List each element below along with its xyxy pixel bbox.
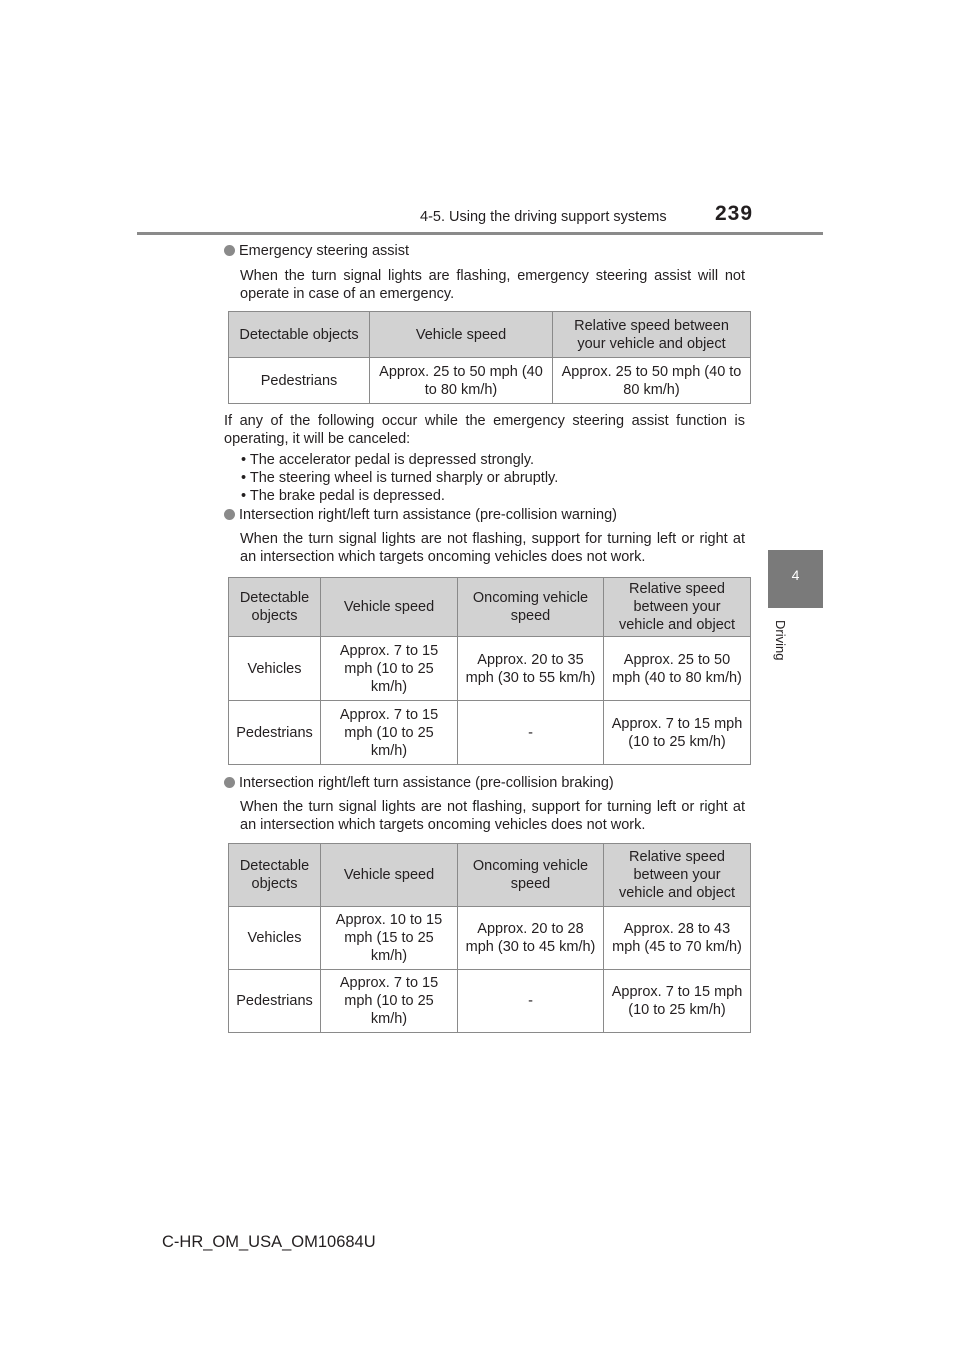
table-cell: Approx. 28 to 43 mph (45 to 70 km/h) (604, 907, 751, 970)
chapter-tab (768, 550, 823, 608)
table-header-cell: Relative speed between your vehicle and object (604, 844, 751, 907)
chapter-label: Driving (773, 620, 788, 661)
table-cell: Approx. 7 to 15 mph (10 to 25 km/h) (604, 970, 751, 1033)
table-header-cell: Relative speed between your vehicle and object (553, 312, 751, 358)
table-cell: Approx. 10 to 15 mph (15 to 25 km/h) (321, 907, 458, 970)
section2-description: When the turn signal lights are not flashing, support for turning left or right at an intersection which targets oncoming vehicles does not work. (240, 531, 745, 565)
section1-description: When the turn signal lights are flashing, emergency steering assist will not operate in case of an emergency. (240, 268, 745, 302)
table-header-row (229, 844, 751, 907)
bullet-heading-text: Intersection right/left turn assistance (pre-collision braking) (239, 775, 614, 791)
cancel-condition-item: • The steering wheel is turned sharply or abruptly. (241, 470, 559, 486)
emergency-steering-table (228, 311, 751, 404)
table-header-cell: Relative speed between your vehicle and object (604, 578, 751, 637)
table-row (229, 970, 751, 1033)
table-row (229, 637, 751, 701)
table-row (229, 701, 751, 765)
table-cell: Pedestrians (229, 970, 321, 1033)
table-cell: Approx. 20 to 28 mph (30 to 45 km/h) (458, 907, 604, 970)
bullet-dot-icon (224, 509, 235, 520)
table-header-cell: Detectable objects (229, 844, 321, 907)
table-header-row (229, 578, 751, 637)
table-cell: Approx. 25 to 50 mph (40 to 80 km/h) (604, 637, 751, 701)
table-cell: Pedestrians (229, 701, 321, 765)
bullet-heading-pre-collision-braking (224, 775, 614, 791)
table-cell: Approx. 7 to 15 mph (10 to 25 km/h) (321, 637, 458, 701)
cancel-condition-item: • The accelerator pedal is depressed strongly. (241, 452, 535, 468)
table-header-cell: Detectable objects (229, 578, 321, 637)
bullet-heading-pre-collision-warning (224, 507, 617, 523)
table-cell: - (458, 970, 604, 1033)
pre-collision-warning-table (228, 577, 751, 765)
table-cell: Approx. 25 to 50 mph (40 to 80 km/h) (553, 358, 751, 404)
table-header-cell: Oncoming vehicle speed (458, 844, 604, 907)
bullet-heading-emergency-steering (224, 243, 409, 259)
bullet-dot-icon (224, 245, 235, 256)
header-divider (137, 232, 823, 235)
cancel-conditions-intro: If any of the following occur while the emergency steering assist function is operating, it will be canceled: (224, 413, 745, 447)
table-header-cell: Oncoming vehicle speed (458, 578, 604, 637)
table-row (229, 358, 751, 404)
table-cell: Approx. 7 to 15 mph (10 to 25 km/h) (321, 970, 458, 1033)
pre-collision-braking-table (228, 843, 751, 1033)
document-code-footer: C-HR_OM_USA_OM10684U (162, 1233, 376, 1251)
header-section-title: 4-5. Using the driving support systems (420, 209, 667, 225)
table-header-cell: Vehicle speed (321, 844, 458, 907)
table-cell: Vehicles (229, 907, 321, 970)
bullet-heading-text: Emergency steering assist (239, 243, 410, 259)
bullet-dot-icon (224, 777, 235, 788)
table-header-row (229, 312, 751, 358)
table-header-cell: Vehicle speed (321, 578, 458, 637)
table-cell: - (458, 701, 604, 765)
page-number: 239 (715, 202, 754, 225)
table-cell: Approx. 7 to 15 mph (10 to 25 km/h) (321, 701, 458, 765)
table-cell: Approx. 25 to 50 mph (40 to 80 km/h) (370, 358, 553, 404)
chapter-label-wrapper (772, 620, 792, 680)
cancel-condition-item: • The brake pedal is depressed. (241, 488, 445, 504)
section3-description: When the turn signal lights are not flashing, support for turning left or right at an intersection which targets oncoming vehicles does not work. (240, 799, 745, 833)
chapter-number: 4 (791, 567, 800, 583)
table-cell: Pedestrians (229, 358, 370, 404)
table-cell: Vehicles (229, 637, 321, 701)
table-header-cell: Detectable objects (229, 312, 370, 358)
table-cell: Approx. 20 to 35 mph (30 to 55 km/h) (458, 637, 604, 701)
bullet-heading-text: Intersection right/left turn assistance (pre-collision warning) (239, 507, 617, 523)
table-cell: Approx. 7 to 15 mph (10 to 25 km/h) (604, 701, 751, 765)
table-header-cell: Vehicle speed (370, 312, 553, 358)
table-row (229, 907, 751, 970)
